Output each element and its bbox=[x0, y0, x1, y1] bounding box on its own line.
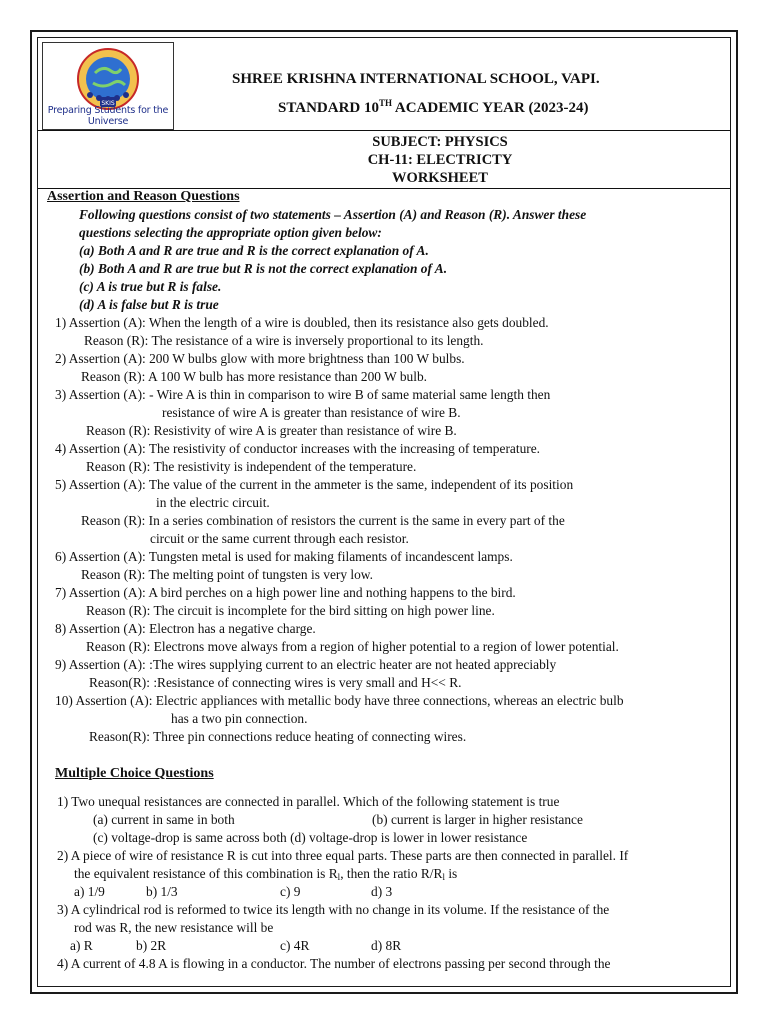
assertion-9: 9) Assertion (A): :The wires supplying current to an electric heater are not heated appreciably bbox=[55, 657, 557, 672]
subject-title: SUBJECT: PHYSICS bbox=[372, 134, 508, 150]
worksheet-title: WORKSHEET bbox=[392, 170, 488, 186]
mcq-3-cont: rod was R, the new resistance will be bbox=[74, 920, 274, 935]
mcq-3-option-b: b) 2R bbox=[136, 938, 167, 953]
instruction-line: questions selecting the appropriate option given below: bbox=[79, 225, 382, 240]
assertion-2: 2) Assertion (A): 200 W bulbs glow with more brightness than 100 W bulbs. bbox=[55, 351, 465, 366]
assertion-5: 5) Assertion (A): The value of the current in the ammeter is the same, independent of its position bbox=[55, 477, 574, 492]
mcq-1-option-cd: (c) voltage-drop is same across both (d) voltage-drop is lower in lower resistance bbox=[93, 830, 528, 845]
mcq-1-option-b: (b) current is larger in higher resistance bbox=[372, 812, 583, 827]
assertion-1: 1) Assertion (A): When the length of a wire is doubled, then its resistance also gets doubled. bbox=[55, 315, 549, 330]
reason-4: Reason (R): The resistivity is independent of the temperature. bbox=[86, 459, 417, 474]
mcq-section-title: Multiple Choice Questions bbox=[55, 766, 214, 781]
standard-line: STANDARD 10TH ACADEMIC YEAR (2023-24) bbox=[278, 98, 589, 116]
reason-9: Reason(R): :Resistance of connecting wires is very small and H<< R. bbox=[89, 675, 462, 690]
mcq-1: 1) Two unequal resistances are connected in parallel. Which of the following statement is true bbox=[57, 794, 560, 809]
mcq-3-option-c: c) 4R bbox=[280, 938, 310, 953]
school-name: SHREE KRISHNA INTERNATIONAL SCHOOL, VAPI. bbox=[232, 71, 600, 87]
logo-tagline: Preparing Students for the Universe bbox=[47, 105, 169, 127]
option-d: (d) A is false but R is true bbox=[79, 297, 219, 312]
reason-10: Reason(R): Three pin connections reduce heating of connecting wires. bbox=[89, 729, 467, 744]
option-a: (a) Both A and R are true and R is the correct explanation of A. bbox=[79, 243, 429, 258]
mcq-3-option-d: d) 8R bbox=[371, 938, 402, 953]
header-divider bbox=[38, 130, 730, 131]
mcq-4: 4) A current of 4.8 A is flowing in a conductor. The number of electrons passing per second through the bbox=[57, 956, 611, 971]
assertion-3: 3) Assertion (A): - Wire A is thin in comparison to wire B of same material same length then bbox=[55, 387, 551, 402]
reason-5: Reason (R): In a series combination of resistors the current is the same in every part of the bbox=[81, 513, 565, 528]
reason-3: Reason (R): Resistivity of wire A is greater than resistance of wire B. bbox=[86, 423, 457, 438]
mcq-1-option-a: (a) current in same in both bbox=[93, 812, 235, 827]
assertion-10-cont: has a two pin connection. bbox=[171, 711, 308, 726]
reason-5-cont: circuit or the same current through each resistor. bbox=[150, 531, 409, 546]
reason-1: Reason (R): The resistance of a wire is inversely proportional to its length. bbox=[84, 333, 484, 348]
mcq-2-cont: the equivalent resistance of this combination is $R_l$, then the ratio $R/R_l$ is bbox=[74, 866, 458, 882]
reason-8: Reason (R): Electrons move always from a region of higher potential to a region of lower potential. bbox=[86, 639, 619, 654]
mcq-2-option-a: a) 1/9 bbox=[74, 884, 105, 899]
assertion-10: 10) Assertion (A): Electric appliances with metallic body have three connections, whereas an electric bulb bbox=[55, 693, 624, 708]
assertion-section-title: Assertion and Reason Questions bbox=[47, 189, 240, 204]
chapter-title: CH-11: ELECTRICTY bbox=[367, 152, 513, 168]
assertion-5-cont: in the electric circuit. bbox=[156, 495, 270, 510]
mcq-2: 2) A piece of wire of resistance R is cut into three equal parts. These parts are then connected in parallel. If bbox=[57, 848, 629, 863]
option-b: (b) Both A and R are true but R is not the correct explanation of A. bbox=[79, 261, 448, 276]
assertion-6: 6) Assertion (A): Tungsten metal is used for making filaments of incandescent lamps. bbox=[55, 549, 513, 564]
reason-7: Reason (R): The circuit is incomplete for the bird sitting on high power line. bbox=[86, 603, 495, 618]
assertion-7: 7) Assertion (A): A bird perches on a high power line and nothing happens to the bird. bbox=[55, 585, 516, 600]
mcq-2-option-b: b) 1/3 bbox=[146, 884, 178, 899]
school-logo bbox=[42, 42, 174, 130]
svg-text:SKIS: SKIS bbox=[101, 100, 115, 107]
assertion-4: 4) Assertion (A): The resistivity of conductor increases with the increasing of temperature. bbox=[55, 441, 541, 456]
instruction-line: Following questions consist of two statements – Assertion (A) and Reason (R). Answer these bbox=[79, 207, 587, 222]
assertion-8: 8) Assertion (A): Electron has a negative charge. bbox=[55, 621, 316, 636]
reason-2: Reason (R): A 100 W bulb has more resistance than 200 W bulb. bbox=[81, 369, 428, 384]
assertion-3-cont: resistance of wire A is greater than resistance of wire B. bbox=[162, 405, 461, 420]
mcq-3-option-a: a) R bbox=[70, 938, 93, 953]
reason-6: Reason (R): The melting point of tungsten is very low. bbox=[81, 567, 373, 582]
option-c: (c) A is true but R is false. bbox=[79, 279, 222, 294]
mcq-2-option-c: c) 9 bbox=[280, 884, 301, 899]
mcq-3: 3) A cylindrical rod is reformed to twice its length with no change in its volume. If the resistance of the bbox=[57, 902, 610, 917]
mcq-2-option-d: d) 3 bbox=[371, 884, 393, 899]
